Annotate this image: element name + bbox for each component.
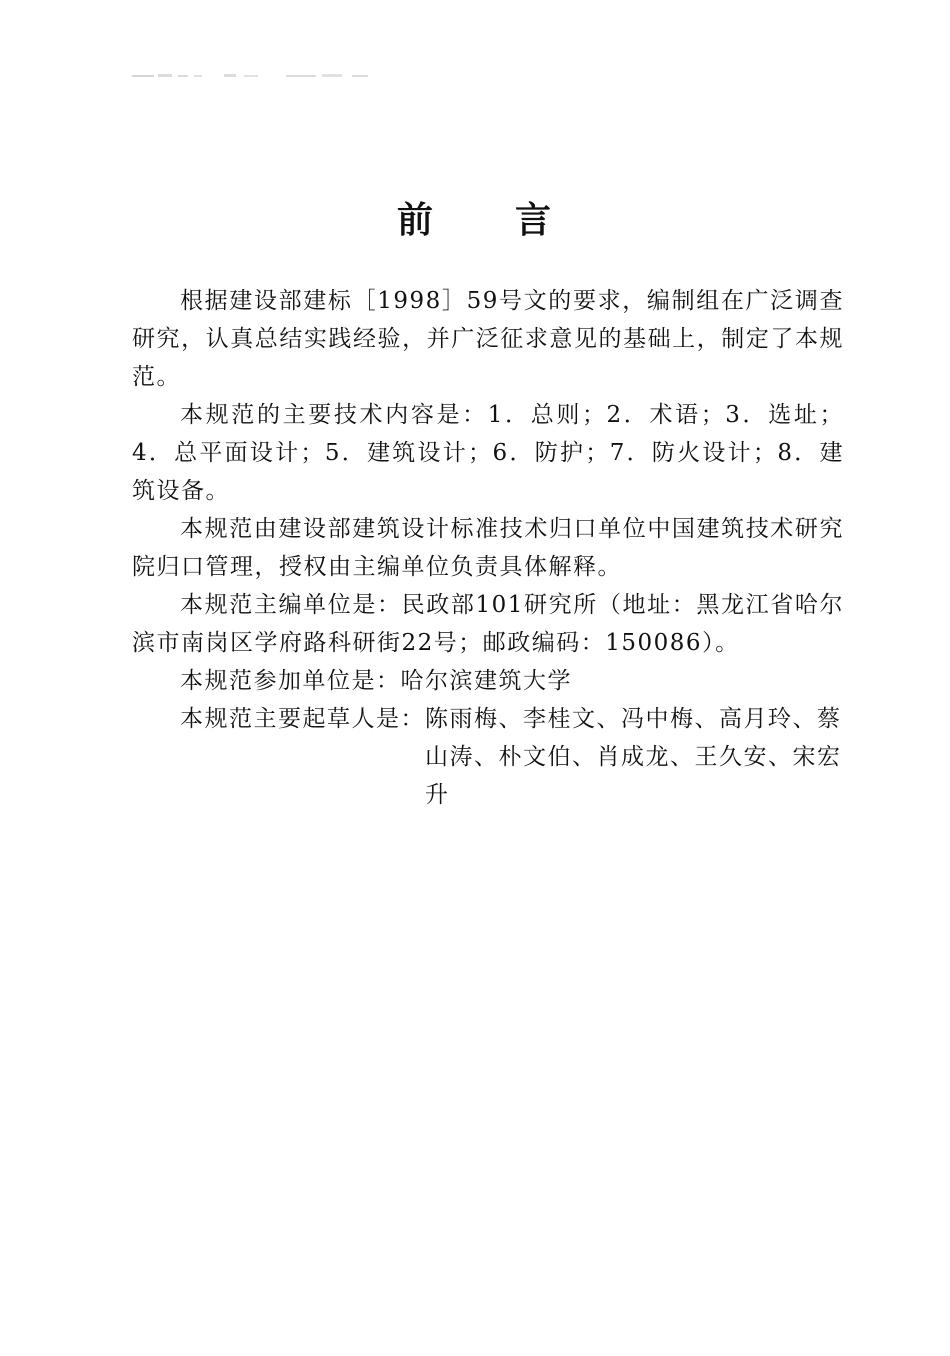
paragraph-management: 本规范由建设部建筑设计标准技术归口单位中国建筑技术研究院归口管理，授权由主编单位负责具体解释。: [132, 516, 844, 580]
paragraph-contents: 本规范的主要技术内容是：1．总则；2．术语；3．选址；4．总平面设计；5．建筑设计；6．防护；7．防火设计；8．建筑设备。: [132, 402, 844, 504]
page-title: [0, 196, 950, 244]
title-char-1: 前: [396, 199, 435, 241]
drafters-names: 陈雨梅、李桂文、冯中梅、高月玲、蔡山涛、朴文伯、肖成龙、王久安、宋宏升: [425, 706, 842, 808]
drafters-row: [132, 700, 844, 814]
paragraph-basis: 根据建设部建标［1998］59号文的要求，编制组在广泛调查研究，认真总结实践经验，并广泛征求意见的基础上，制定了本规范。: [132, 288, 844, 390]
paragraph-participants: 本规范参加单位是：哈尔滨建筑大学: [180, 668, 572, 694]
title-char-2: 言: [515, 199, 554, 241]
paragraph-chief-editor: 本规范主编单位是：民政部101研究所（地址：黑龙江省哈尔滨市南岗区学府路科研街22号；邮政编码：150086）。: [132, 592, 844, 656]
preface-body: [132, 282, 844, 814]
header-smudge: [132, 72, 380, 80]
drafters-label: 本规范主要起草人是：: [180, 706, 425, 732]
